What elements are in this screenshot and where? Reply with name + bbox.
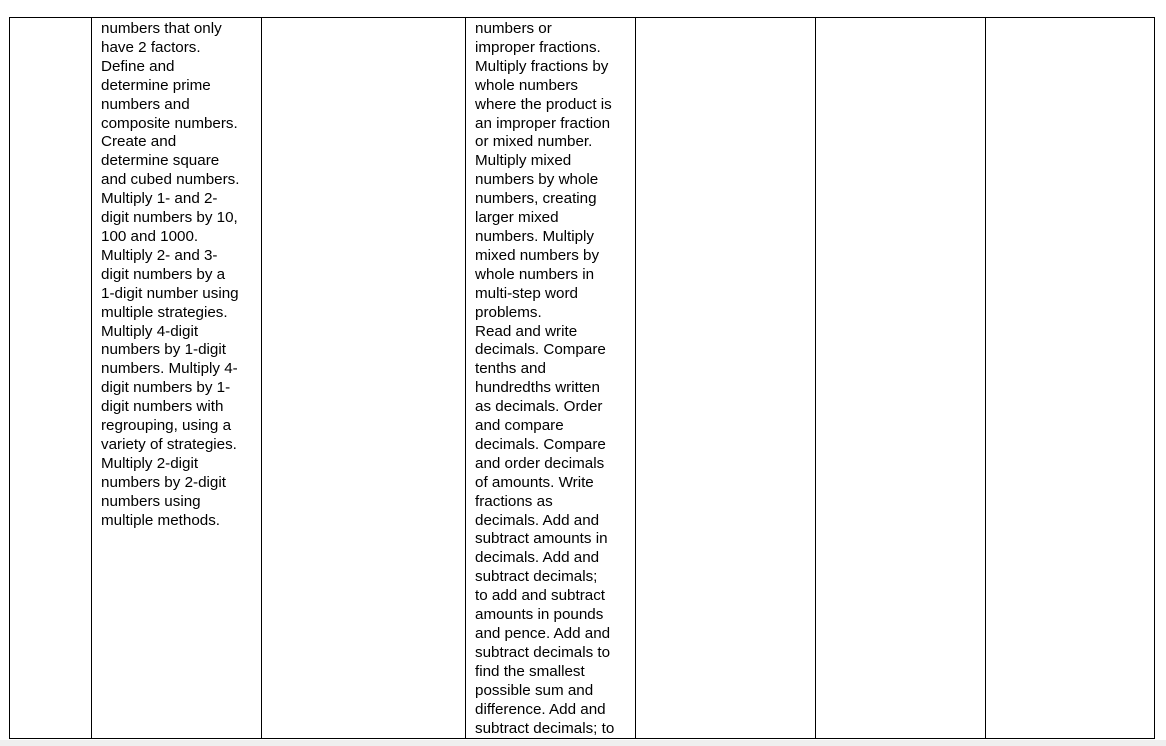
- table-cell-col-1: [10, 18, 92, 739]
- table-cell-col-5: [636, 18, 816, 739]
- table-cell-multiplication-objectives: [92, 18, 262, 739]
- page-bottom-band: [0, 740, 1166, 746]
- table-row: [10, 18, 1155, 739]
- cell-text: numbers or improper fractions. Multiply fractions by whole numbers where the product is an improper fraction or mixed number. Multiply mixed numbers by whole numbers, creating larger mixed numbers. Multiply mixed numbers by whole numbers in multi-step word problems. Read and write decimals. Compare tenths and hundredths written as decimals. Order and compare decimals. Compare and order decimals of amounts. Write fractions as decimals. Add and subtract amounts in decimals. Add and subtract decimals; to add and subtract amounts in pounds and pence. Add and subtract decimals to find the smallest possible sum and difference. Add and subtract decimals; to: [475, 20, 615, 737]
- table-cell-col-7: [986, 18, 1155, 739]
- cell-text: numbers that only have 2 factors. Define and determine prime numbers and composite numbers. Create and determine square and cubed numbers. Multiply 1- and 2- digit numbers by 10, 100 and 1000. Multiply 2- and 3- digit numbers by a 1-digit number using multiple strategies. Multiply 4-digit numbers by 1-digit numbers. Multiply 4- digit numbers by 1- digit numbers with regrouping, using a variety of strategies. Multiply 2-digit numbers by 2-digit numbers using multiple methods.: [101, 20, 240, 529]
- table-cell-col-6: [816, 18, 986, 739]
- table-cell-col-3: [262, 18, 466, 739]
- table-cell-fractions-decimals-objectives: [466, 18, 636, 739]
- curriculum-table: [9, 17, 1155, 739]
